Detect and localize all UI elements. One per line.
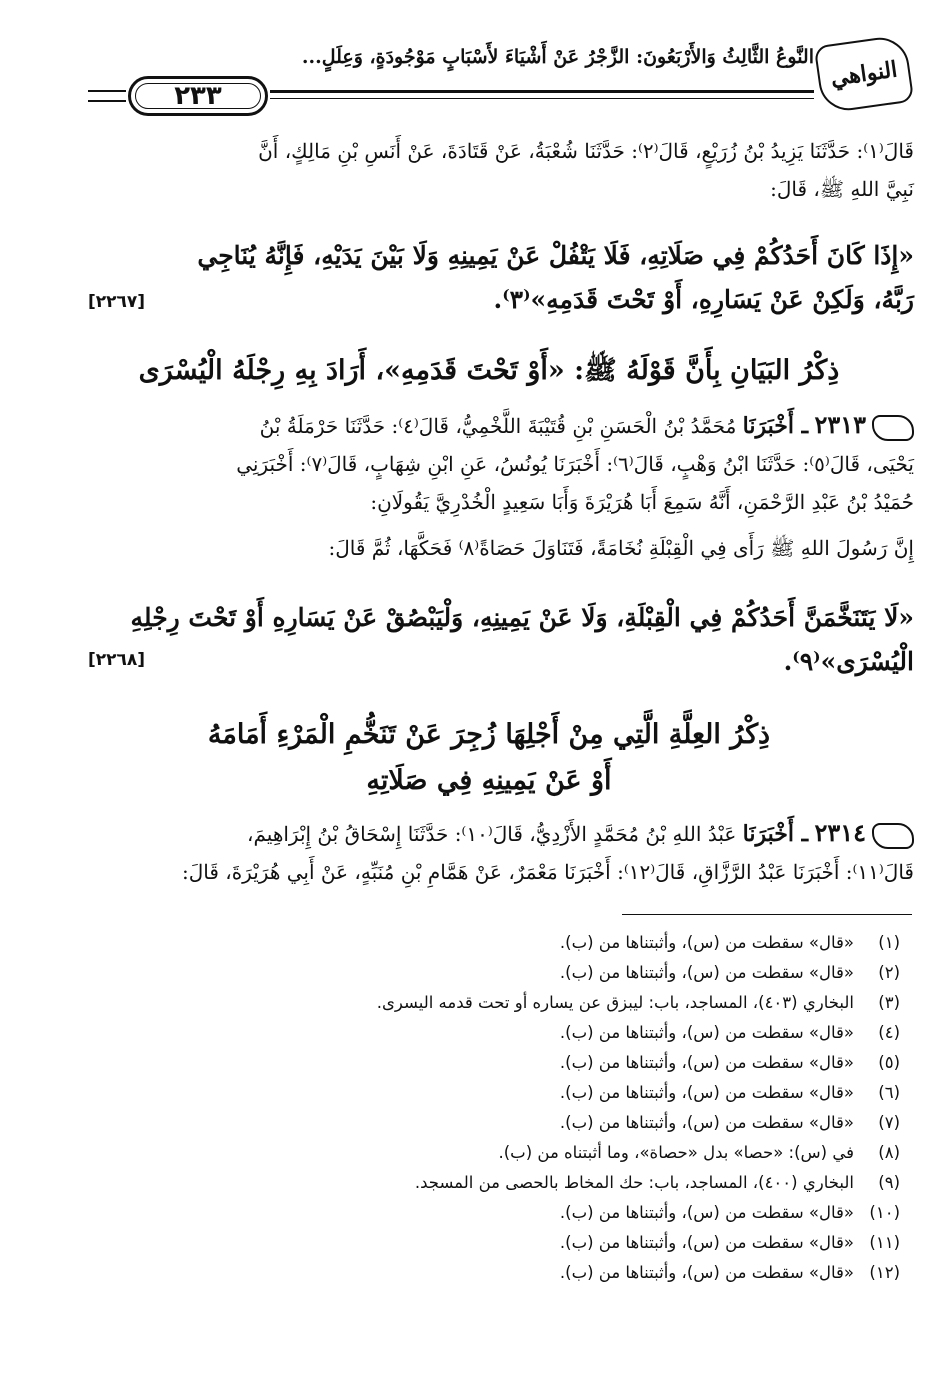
- section-heading-2: [64, 712, 914, 804]
- footnote-number: (٨): [878, 1143, 900, 1162]
- footnote-text: «قال» سقطت من (س)، وأثبتناها من (ب).: [559, 1113, 854, 1132]
- footnote-number: (٥): [878, 1053, 900, 1072]
- footnote: [300, 1048, 900, 1078]
- header-rule-left-2: [88, 100, 126, 102]
- footnote: [300, 958, 900, 988]
- akhbarana-word: ـ أَخْبَرَنَا: [742, 821, 809, 847]
- footnote: [300, 1108, 900, 1138]
- footnote-number: (١٢): [869, 1263, 900, 1282]
- footnote-text: «قال» سقطت من (س)، وأثبتناها من (ب).: [559, 1023, 854, 1042]
- text-line: إِنَّ رَسُولَ اللهِ ﷺ رَأَى فِي الْقِبْلَةِ نُخَامَةً، فَتَنَاوَلَ حَصَاةً⁽٨⁾ فَحَكَّهَا، ثُمَّ قَالَ:: [328, 536, 914, 560]
- hadith-text-2: [64, 596, 914, 684]
- footnote: [300, 1228, 900, 1258]
- footnote-text: «قال» سقطت من (س)، وأثبتناها من (ب).: [559, 1053, 854, 1072]
- hadith-line: «إِذَا كَانَ أَحَدُكُمْ فِي صَلَاتِهِ، فَلَا يَتْفُلْ عَنْ يَمِينِهِ وَلَا بَيْنَ يَدَيْهِ، فَإِنَّهُ يُنَاجِي: [197, 241, 914, 270]
- footnote-text: البخاري (٤٠٠)، المساجد، باب: حك المخاط بالحصى من المسجد.: [414, 1173, 854, 1192]
- hadith-marker-icon: [872, 823, 914, 849]
- header-rule-2: [270, 98, 814, 99]
- hadith-text-1: [64, 234, 914, 322]
- hadith-2313: [64, 406, 914, 567]
- text-line: حُمَيْدُ بْنُ عَبْدِ الرَّحْمَنِ، أَنَّهُ سَمِعَ أَبَا هُرَيْرَةَ وَأَبَا سَعِيدٍ الْخُدْرِيَّ يَقُولَانِ:: [370, 490, 914, 514]
- footnote-number: (١٠): [869, 1203, 900, 1222]
- hadith-number: ٢٣١٤: [814, 818, 866, 847]
- footnote: [300, 1018, 900, 1048]
- footnote-number: (١١): [869, 1233, 900, 1252]
- hadith-line: رَبَّهُ، وَلَكِنْ عَنْ يَسَارِهِ، أَوْ تَحْتَ قَدَمِهِ»⁽٣⁾.: [493, 285, 914, 314]
- isnad-paragraph-1: [64, 132, 914, 208]
- footnote: [300, 1078, 900, 1108]
- page-number: ٢٣٣: [174, 81, 222, 111]
- footnote-text: «قال» سقطت من (س)، وأثبتناها من (ب).: [559, 1083, 854, 1102]
- hadith-line: «لَا يَتَنَخَّمَنَّ أَحَدُكُمْ فِي الْقِبْلَةِ، وَلَا عَنْ يَمِينِهِ، وَلْيَبْصُقْ عَنْ يَسَارِهِ أَوْ تَحْتَ رِجْلِهِ: [130, 603, 914, 632]
- footnote-number: (١): [878, 933, 900, 952]
- footnote: [300, 1168, 900, 1198]
- heading-line: ذِكْرُ العِلَّةِ الَّتِي مِنْ أَجْلِهَا زُجِرَ عَنْ تَنَخُّمِ الْمَرْءِ أَمَامَهُ: [207, 719, 771, 750]
- footnote: [300, 1198, 900, 1228]
- running-title: النَّوعُ الثَّالِثُ وَالأَرْبَعُونَ: الزَّجْرُ عَنْ أَشْيَاءَ لأَسْبَابٍ مَوْجُودَةٍ، وَعِلَلٍ...: [301, 46, 814, 68]
- footnote-separator: [622, 914, 912, 915]
- akhbarana-word: ـ أَخْبَرَنَا: [742, 413, 809, 439]
- hadith-reference-2: [٢٢٦٨]: [88, 650, 146, 670]
- page-number-frame: [128, 76, 268, 116]
- footnote: [300, 988, 900, 1018]
- footnote: [300, 928, 900, 958]
- text-line: قَالَ⁽١⁾: حَدَّثَنَا يَزِيدُ بْنُ زُرَيْعٍ، قَالَ⁽٢⁾: حَدَّثَنَا شُعْبَةُ، عَنْ قَتَادَةَ، عَنْ أَنَسِ بْنِ مَالِكٍ، أَنَّ: [258, 139, 914, 163]
- ornament-label: النواهي: [829, 56, 899, 92]
- header-rule: [270, 90, 814, 93]
- footnote-text: «قال» سقطت من (س)، وأثبتناها من (ب).: [559, 1233, 854, 1252]
- footnote-number: (٦): [878, 1083, 900, 1102]
- footnote-text: «قال» سقطت من (س)، وأثبتناها من (ب).: [559, 963, 854, 982]
- footnote-text: «قال» سقطت من (س)، وأثبتناها من (ب).: [559, 1203, 854, 1222]
- page-header: [58, 40, 910, 122]
- hadith-number: ٢٣١٣: [814, 410, 866, 439]
- footnote-text: البخاري (٤٠٣)، المساجد، باب: ليبزق عن يساره أو تحت قدمه اليسرى.: [376, 993, 854, 1012]
- footnote: [300, 1258, 900, 1288]
- footnote-text: «قال» سقطت من (س)، وأثبتناها من (ب).: [559, 933, 854, 952]
- footnote-text: «قال» سقطت من (س)، وأثبتناها من (ب).: [559, 1263, 854, 1282]
- heading-line: أَوْ عَنْ يَمِينِهِ فِي صَلَاتِهِ: [366, 765, 612, 796]
- text-line: نَبِيَّ اللهِ ﷺ، قَالَ:: [770, 177, 914, 201]
- heading-line: ذِكْرُ البَيَانِ بِأَنَّ قَوْلَهُ ﷺ: «أَوْ تَحْتَ قَدَمِهِ»، أَرَادَ بِهِ رِجْلَهُ الْيُسْرَى: [138, 355, 840, 386]
- hadith-marker-icon: [872, 415, 914, 441]
- chapter-ornament: [814, 34, 915, 114]
- hadith-reference-1: [٢٢٦٧]: [88, 292, 146, 312]
- hadith-2314: [64, 814, 914, 891]
- footnote: [300, 1138, 900, 1168]
- section-heading-1: [64, 348, 914, 394]
- footnotes: [300, 928, 900, 1288]
- footnote-number: (٤): [878, 1023, 900, 1042]
- footnote-number: (٧): [878, 1113, 900, 1132]
- text-line: [64, 814, 914, 853]
- header-rule-left: [88, 90, 126, 92]
- hadith-line: الْيُسْرَى»⁽٩⁾.: [783, 647, 914, 676]
- footnote-number: (٩): [878, 1173, 900, 1192]
- footnote-number: (٢): [878, 963, 900, 982]
- text-line: يَحْيَى، قَالَ⁽٥⁾: حَدَّثَنَا ابْنُ وَهْبٍ، قَالَ⁽٦⁾: أَخْبَرَنَا يُونُسُ، عَنِ ابْنِ شِهَابٍ، قَالَ⁽٧⁾: أَخْبَرَنِي: [236, 452, 914, 476]
- text-line: [64, 406, 914, 445]
- footnote-text: في (س): «حصا» بدل «حصاة»، وما أثبتناه من (ب).: [498, 1143, 854, 1162]
- text-span: عَبْدُ اللهِ بْنُ مُحَمَّدٍ الأَزْدِيُّ، قَالَ⁽١٠⁾: حَدَّثَنَا إِسْحَاقُ بْنُ إِبْرَاهِيمَ،: [247, 822, 737, 846]
- footnote-number: (٣): [878, 993, 900, 1012]
- text-span: مُحَمَّدُ بْنُ الْحَسَنِ بْنِ قُتَيْبَةَ اللَّخْمِيُّ، قَالَ⁽٤⁾: حَدَّثَنَا حَرْمَلَةُ بْنُ: [259, 414, 737, 438]
- text-line: قَالَ⁽١١⁾: أَخْبَرَنَا عَبْدُ الرَّزَّاقِ، قَالَ⁽١٢⁾: أَخْبَرَنَا مَعْمَرٌ، عَنْ هَمَّامِ بْنِ مُنَبِّهٍ، عَنْ أَبِي هُرَيْرَةَ، قَالَ:: [181, 860, 914, 884]
